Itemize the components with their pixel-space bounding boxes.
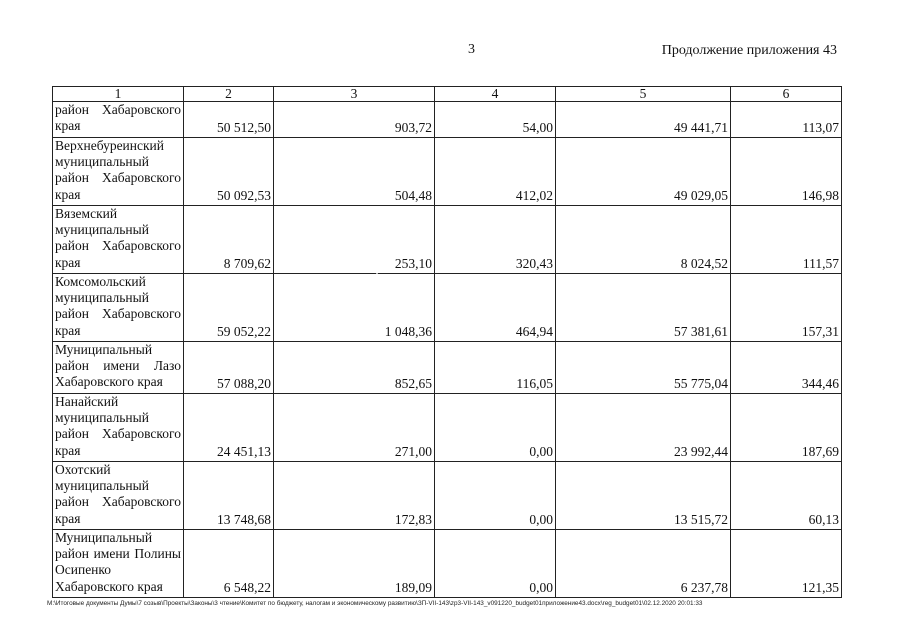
value-col5: 23 992,44 — [556, 394, 731, 462]
value-col4: 464,94 — [435, 274, 556, 342]
value-col4: 0,00 — [435, 530, 556, 598]
value-col2: 50 512,50 — [184, 102, 274, 138]
column-header: 5 — [556, 87, 731, 102]
district-name: Охотский муниципальный район Хабаровского края — [53, 462, 184, 530]
value-col3: 189,09 — [274, 530, 435, 598]
value-col5: 49 029,05 — [556, 138, 731, 206]
value-col2: 24 451,13 — [184, 394, 274, 462]
column-header: 2 — [184, 87, 274, 102]
value-col3: 271,00 — [274, 394, 435, 462]
district-name: Нанайский муниципальный район Хабаровского края — [53, 394, 184, 462]
column-header: 1 — [53, 87, 184, 102]
scan-speck — [376, 273, 378, 274]
table-row — [53, 394, 842, 462]
table-row — [53, 206, 842, 274]
value-col6: 60,13 — [731, 462, 842, 530]
budget-table — [52, 86, 842, 598]
value-col5: 55 775,04 — [556, 342, 731, 394]
value-col2: 57 088,20 — [184, 342, 274, 394]
value-col6: 146,98 — [731, 138, 842, 206]
value-col6: 113,07 — [731, 102, 842, 138]
value-col5: 57 381,61 — [556, 274, 731, 342]
table-row — [53, 462, 842, 530]
value-col2: 59 052,22 — [184, 274, 274, 342]
table-row — [53, 102, 842, 138]
column-header: 3 — [274, 87, 435, 102]
value-col3: 1 048,36 — [274, 274, 435, 342]
table-header-row — [53, 87, 842, 102]
district-name: Муниципальный район имени Лазо Хабаровского края — [53, 342, 184, 394]
value-col4: 320,43 — [435, 206, 556, 274]
table-row — [53, 274, 842, 342]
table-row — [53, 342, 842, 394]
district-name: Верхнебуреинский муниципальный район Хабаровского края — [53, 138, 184, 206]
value-col4: 54,00 — [435, 102, 556, 138]
value-col3: 903,72 — [274, 102, 435, 138]
file-path-footer: M:\Итоговые документы Думы\7 созыв\Проекты\Законы\3 чтение\Комитет по бюджету, налогам и экономическому развитию\ЗП-VII-143\zp3-VII-143_v091220_budget01приложение43.docx\reg_budget01\02.12.2020 20:01:33 — [47, 600, 703, 607]
value-col6: 157,31 — [731, 274, 842, 342]
value-col5: 8 024,52 — [556, 206, 731, 274]
value-col2: 6 548,22 — [184, 530, 274, 598]
value-col3: 504,48 — [274, 138, 435, 206]
value-col4: 0,00 — [435, 462, 556, 530]
value-col5: 13 515,72 — [556, 462, 731, 530]
value-col2: 50 092,53 — [184, 138, 274, 206]
value-col6: 121,35 — [731, 530, 842, 598]
continuation-heading: Продолжение приложения 43 — [661, 43, 837, 58]
table-row — [53, 138, 842, 206]
value-col2: 8 709,62 — [184, 206, 274, 274]
value-col4: 412,02 — [435, 138, 556, 206]
district-name: Комсомольский муниципальный район Хабаровского края — [53, 274, 184, 342]
value-col2: 13 748,68 — [184, 462, 274, 530]
value-col4: 116,05 — [435, 342, 556, 394]
column-header: 6 — [731, 87, 842, 102]
page-number: 3 — [468, 42, 475, 57]
value-col5: 6 237,78 — [556, 530, 731, 598]
column-header: 4 — [435, 87, 556, 102]
district-name: Вяземский муниципальный район Хабаровского края — [53, 206, 184, 274]
district-name: район Хабаровского края — [53, 102, 184, 138]
district-name: Муниципальный район имени Полины Осипенко Хабаровского края — [53, 530, 184, 598]
table-row — [53, 530, 842, 598]
value-col5: 49 441,71 — [556, 102, 731, 138]
value-col6: 111,57 — [731, 206, 842, 274]
value-col6: 344,46 — [731, 342, 842, 394]
value-col3: 253,10 — [274, 206, 435, 274]
value-col4: 0,00 — [435, 394, 556, 462]
value-col3: 172,83 — [274, 462, 435, 530]
value-col6: 187,69 — [731, 394, 842, 462]
value-col3: 852,65 — [274, 342, 435, 394]
